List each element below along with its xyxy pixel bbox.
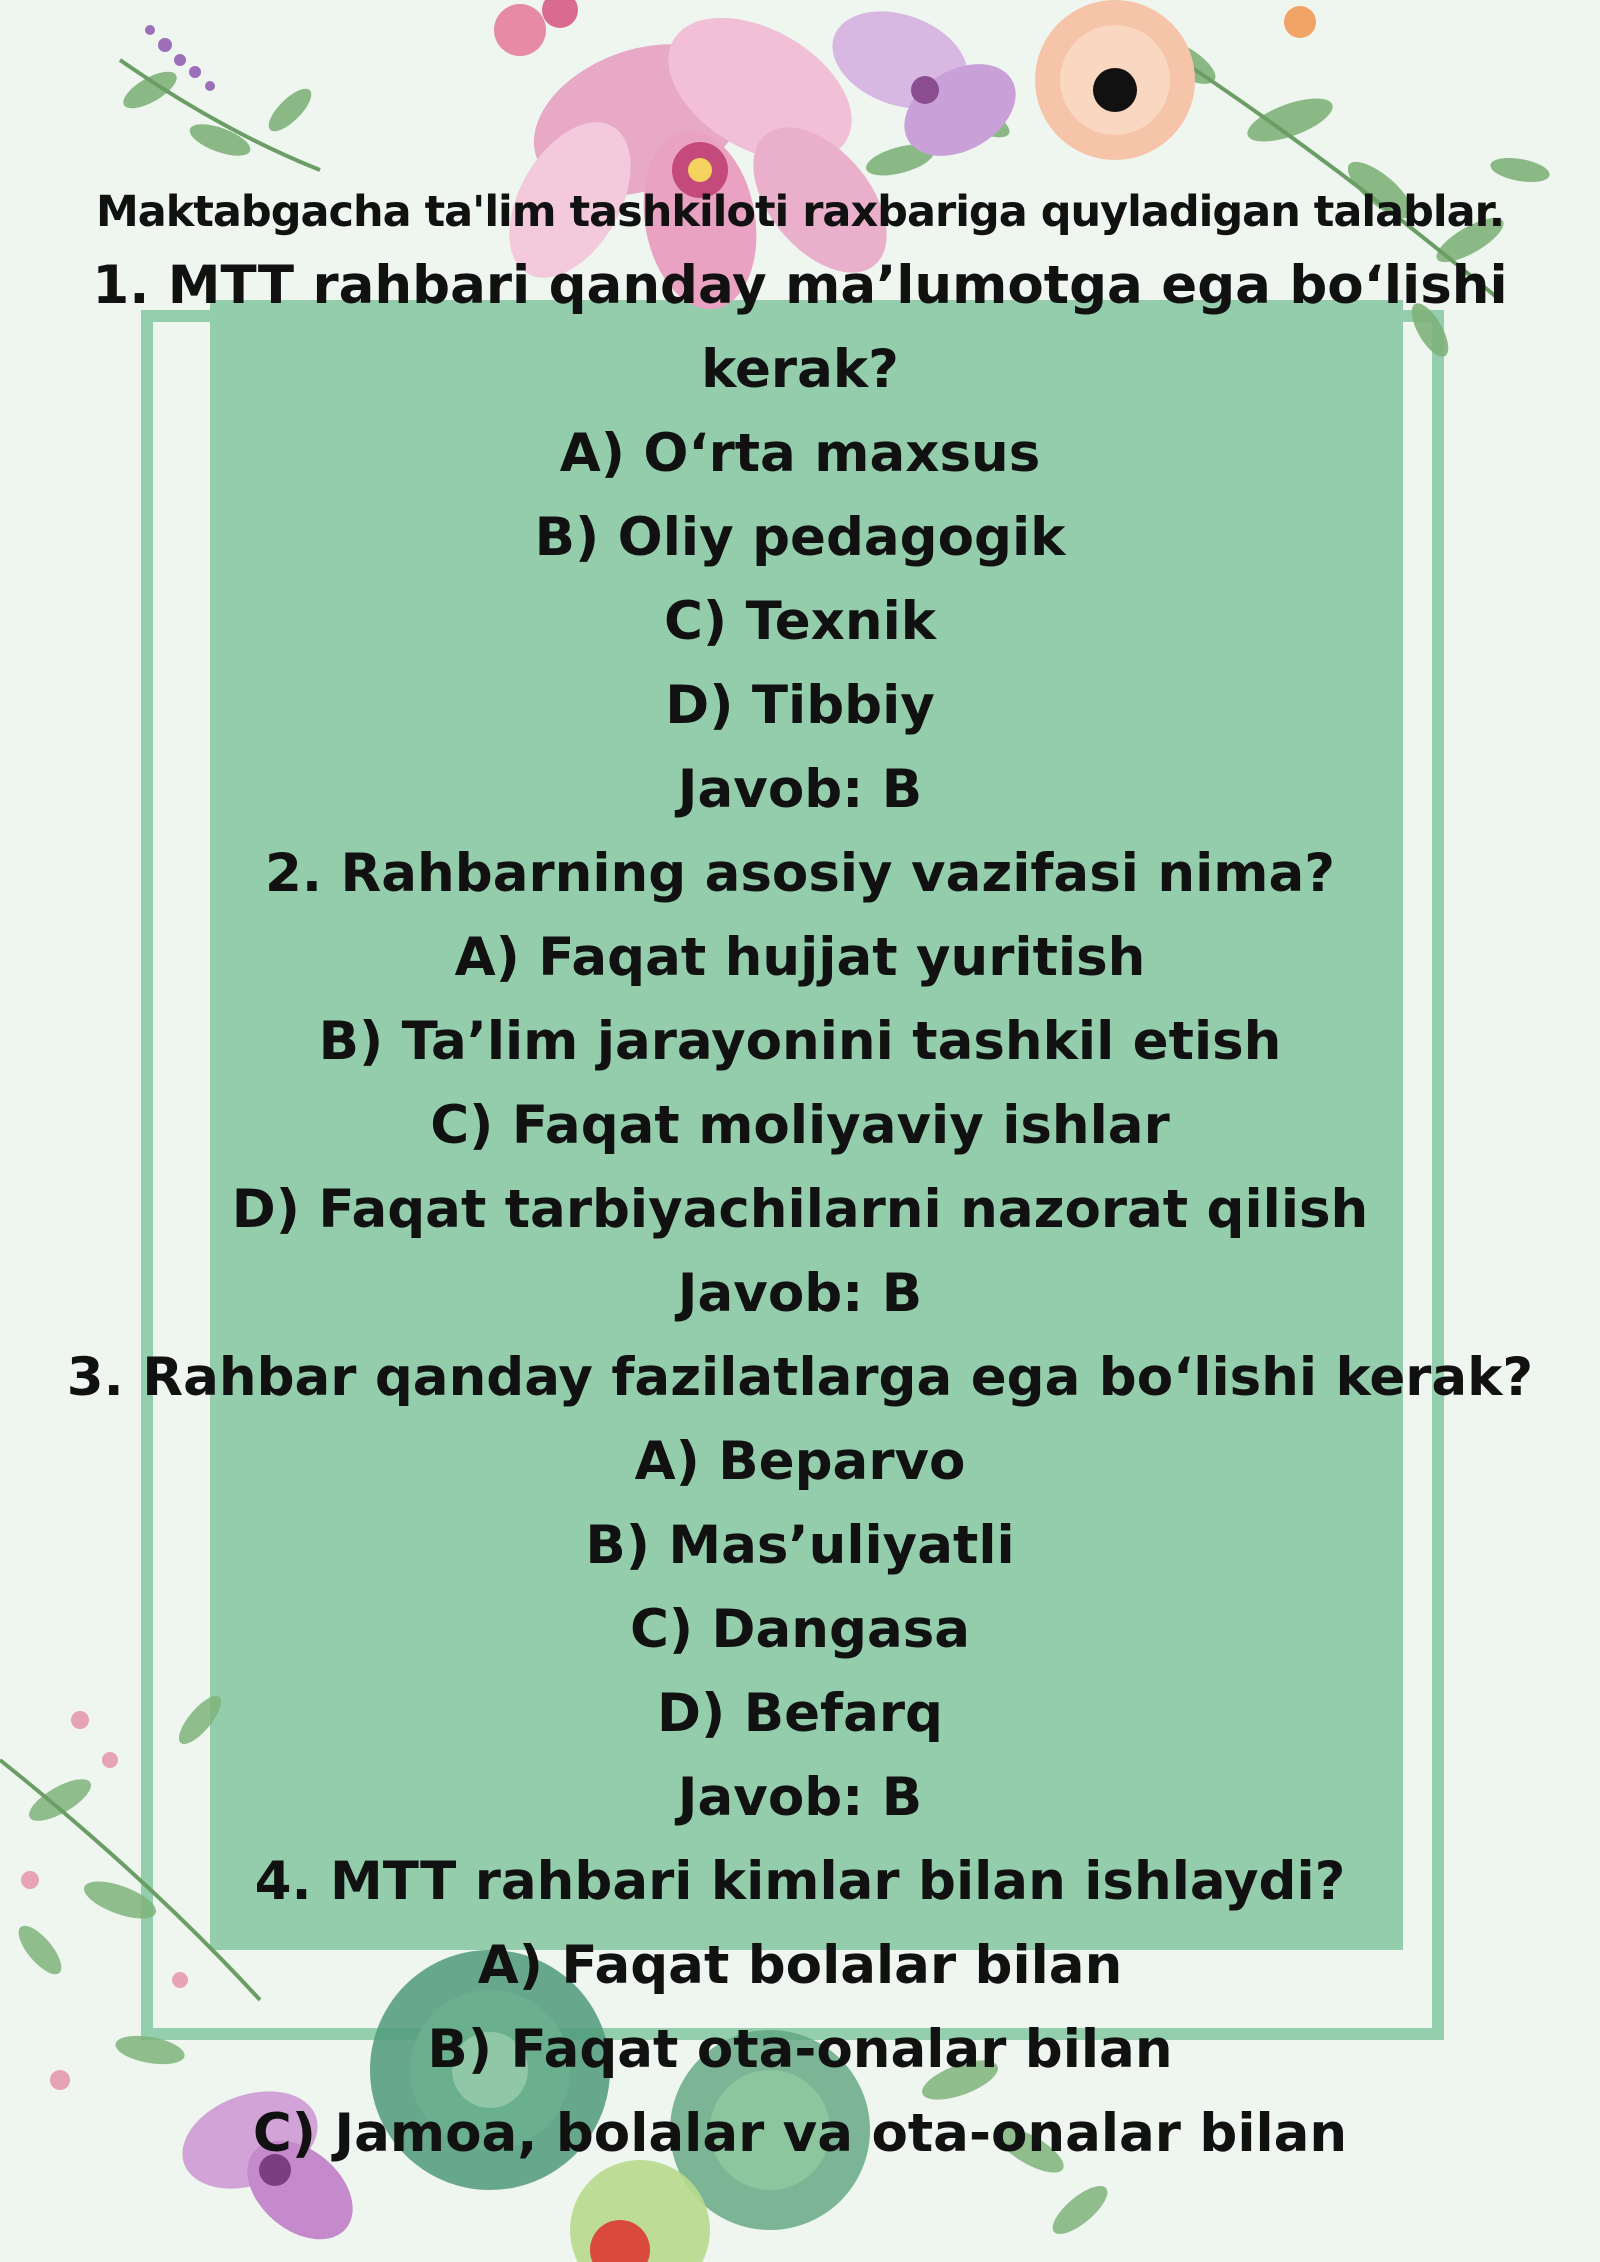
- question-block-1: [0, 244, 1600, 832]
- document-content: [0, 182, 1600, 2176]
- question-text: 1. MTT rahbari qanday ma’lumotga ega bo‘lishi kerak?: [92, 255, 1508, 400]
- option-d: D) Befarq: [657, 1683, 943, 1744]
- option-c: C) Dangasa: [629, 1599, 971, 1660]
- option-d: D) Tibbiy: [665, 675, 935, 736]
- option-a: A) O‘rta maxsus: [559, 423, 1041, 484]
- option-b: B) Mas’uliyatli: [585, 1515, 1015, 1576]
- option-a: A) Faqat hujjat yuritish: [454, 927, 1146, 988]
- answer-label: Javob: B: [677, 1263, 923, 1324]
- option-d: D) Faqat tarbiyachilarni nazorat qilish: [231, 1179, 1369, 1240]
- option-b: B) Oliy pedagogik: [534, 507, 1066, 568]
- option-c: C) Faqat moliyaviy ishlar: [430, 1095, 1170, 1156]
- document-title: Maktabgacha ta'lim tashkiloti raxbariga quyladigan talablar.: [95, 187, 1505, 237]
- option-a: A) Faqat bolalar bilan: [477, 1935, 1123, 1996]
- option-b: B) Ta’lim jarayonini tashkil etish: [318, 1011, 1282, 1072]
- question-block-3: [0, 1336, 1600, 1840]
- question-block-4: [0, 1840, 1600, 2176]
- question-text: 4. MTT rahbari kimlar bilan ishlaydi?: [254, 1851, 1346, 1912]
- answer-label: Javob: B: [677, 1767, 923, 1828]
- question-block-2: [0, 832, 1600, 1336]
- option-c: C) Jamoa, bolalar va ota-onalar bilan: [252, 2103, 1348, 2164]
- answer-label: Javob: B: [677, 759, 923, 820]
- option-a: A) Beparvo: [634, 1431, 966, 1492]
- option-c: C) Texnik: [664, 591, 936, 652]
- option-b: B) Faqat ota-onalar bilan: [427, 2019, 1173, 2080]
- question-text: 3. Rahbar qanday fazilatlarga ega bo‘lishi kerak?: [66, 1347, 1534, 1408]
- question-text: 2. Rahbarning asosiy vazifasi nima?: [264, 843, 1335, 904]
